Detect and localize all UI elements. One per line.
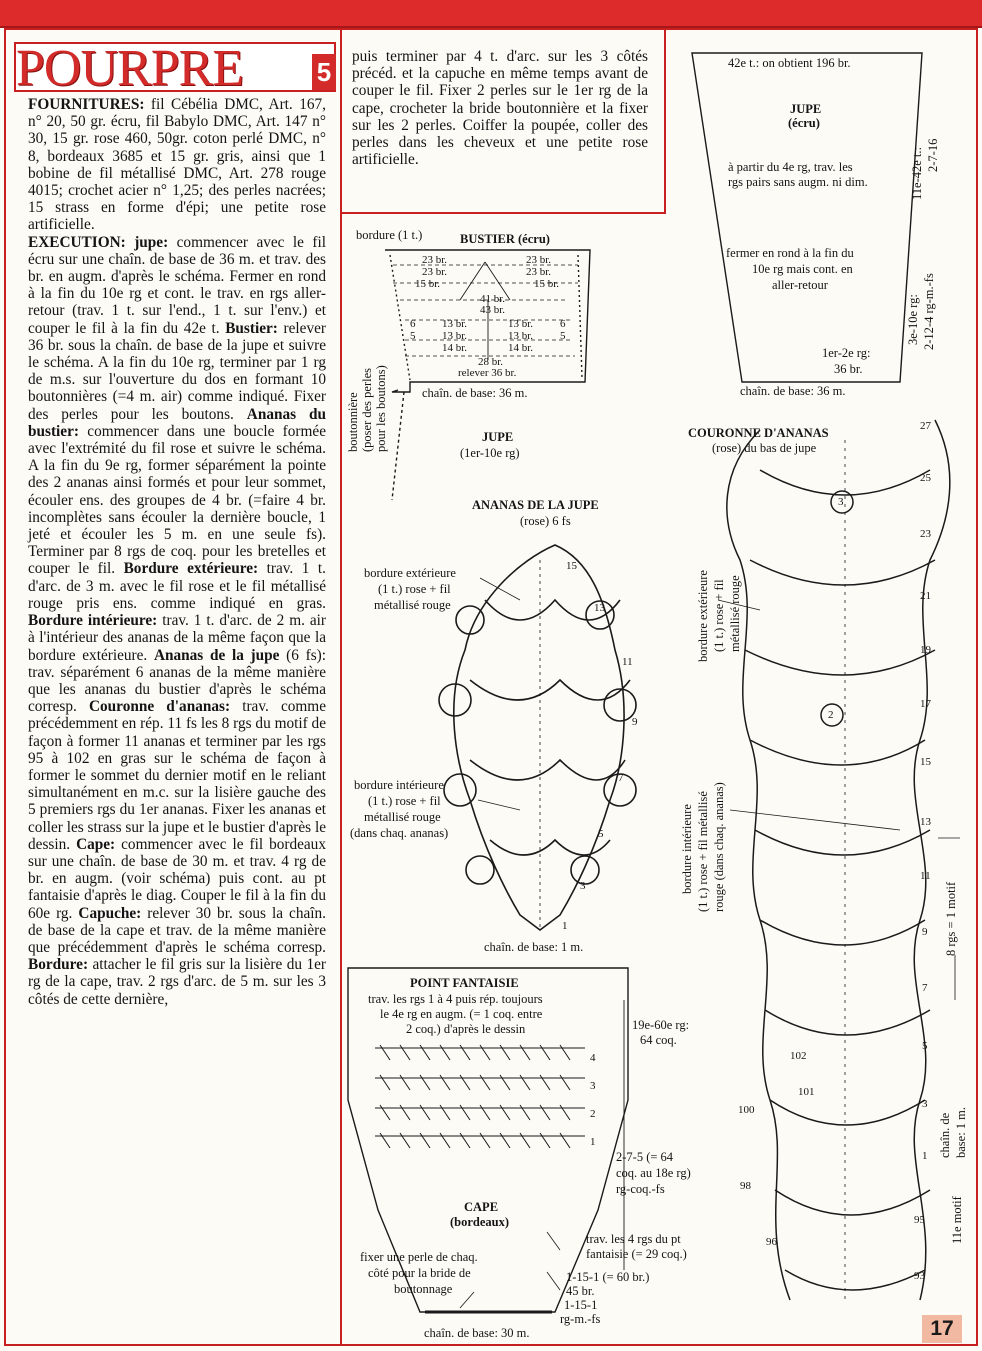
jupe-small-rows: (1er-10e rg) xyxy=(460,446,520,460)
couronne-row-102: 102 xyxy=(790,1050,807,1062)
bustier-edge-left xyxy=(390,255,410,380)
pattern-number-badge: 5 xyxy=(312,54,336,90)
ananas-int-2: (1 t.) rose + fil xyxy=(368,794,441,808)
bustier-43br: 43 br. xyxy=(480,304,506,316)
bustier-41br: 41 br. xyxy=(480,293,506,305)
text-fournitures: fil Cébélia DMC, Art. 167, n° 20, 50 gr. écru, fil Babylo DMC, Art. 147 n° 30, 15 gr. rose 460, 50gr. coton perlé DMC, n° 8, bordeaux 3685 et 15 gr. gris, ainsi que 1 bobine de fil métallisé DMC, Art. 278 rouge 4015; crochet acier n° 1,25; des perles nacrées; 15 strass en forme d'épi; une petite rose artificielle. xyxy=(28,96,326,234)
bustier-bordure-label: bordure (1 t.) xyxy=(356,228,423,242)
ananas-jupe-drawing xyxy=(439,545,636,930)
couronne-row-5: 5 xyxy=(922,1040,928,1052)
ananas-row-13: 13 xyxy=(594,602,605,614)
jupe-note-2: rgs pairs sans augm. ni dim. xyxy=(728,175,868,189)
ananas-subtitle: (rose) 6 fs xyxy=(520,514,571,528)
heading-execution: EXECUTION: jupe: xyxy=(28,233,169,251)
text-ananas-bustier: commencer dans une boucle formée avec l'extrémité du fil rose et suivre le schéma. A la fin du 9e rg, former séparément la pointe des 2 ananas ainsi formés et pour leur sommet, écouler ens. des groupes de 4 br. (=faire 4 br. incomplètes sans écouler la dernière boucle, 1 jeté et écouler les 5 m. en une seule fs). Terminer par 8 rgs de coq. pour les bretelles et couper le fil. xyxy=(28,422,326,578)
bustier-13br-right-2: 13 br. xyxy=(508,330,534,342)
heading-capuche: Capuche: xyxy=(78,904,142,922)
bustier-14br-left: 14 br. xyxy=(442,342,468,354)
jupe-chain-label: chaîn. de base: 36 m. xyxy=(740,384,846,398)
bustier-13br-right: 13 br. xyxy=(508,318,534,330)
jupe-36br: 36 br. xyxy=(834,362,863,376)
cape-4rgs-a: trav. les 4 rgs du pt xyxy=(586,1232,681,1246)
boutonniere-edge xyxy=(392,392,404,500)
text-cape: commencer avec le fil bordeaux sur une chaîn. de base de 30 m. et trav. 4 rg de br. en augm. (voir schéma) puis cont. au pt fantaisie d'après le diag. Couper le fil à la fin du 60e rg. xyxy=(28,835,326,922)
bustier-23br-left: 23 br. xyxy=(422,254,448,266)
ananas-int-4: (dans chaq. ananas) xyxy=(350,826,449,840)
text-ananas-jupe: (6 fs): trav. séparément 6 ananas de la même manière que les ananas du bustier d'après le schéma corresp. xyxy=(28,646,326,716)
jupe-side-4: 2-12-4 rg-m.-fs xyxy=(922,273,936,350)
couronne-row-93: 93 xyxy=(914,1270,925,1282)
perles-label-1: (poser des perles xyxy=(360,368,374,452)
couronne-row-19: 19 xyxy=(920,644,931,656)
heading-bordure-exterieure: Bordure extérieure: xyxy=(123,560,259,578)
couronne-row-23: 23 xyxy=(920,528,931,540)
page-title: POURPRE xyxy=(16,40,244,97)
bustier-edge-right xyxy=(578,255,582,378)
bustier-6-right: 6 xyxy=(560,318,566,330)
jupe-note-5: aller-retour xyxy=(772,278,828,292)
bustier-15br-right: 15 br. xyxy=(534,278,560,290)
bustier-13br-left: 13 br. xyxy=(442,318,468,330)
cape-45br: 45 br. xyxy=(566,1284,595,1298)
bustier-23br-right: 23 br. xyxy=(526,254,552,266)
heading-cape: Cape: xyxy=(76,835,116,853)
bustier-title: BUSTIER (écru) xyxy=(460,232,550,246)
cape-chain-label: chaîn. de base: 30 m. xyxy=(424,1326,530,1340)
couronne-row-95: 95 xyxy=(914,1214,925,1226)
text-couronne: trav. comme précédemment en rép. 11 fs les 8 rgs du motif de façon à former 11 ananas et terminer par les rgs 95 à 102 en gras sur le schéma de façon à former le sommet du dernier motif en le reliant simultanément en m.c. sur la lisière gauche des 5 premiers rgs du 1er ananas. Fixer les ananas et coller les strass sur la jupe et le bustier d'après le dessin. xyxy=(28,698,326,853)
cape-64coq: 64 coq. xyxy=(640,1033,677,1047)
bustier-6-left: 6 xyxy=(410,318,416,330)
cape-title: CAPE xyxy=(464,1200,499,1214)
couronne-row-96: 96 xyxy=(766,1236,777,1248)
cape-subtitle: (bordeaux) xyxy=(450,1215,510,1229)
couronne-row-1: 1 xyxy=(922,1150,928,1162)
cape-4rgs-b: fantaisie (= 29 coq.) xyxy=(586,1247,687,1261)
couronne-motif-8rgs: 8 rgs = 1 motif xyxy=(944,881,958,956)
heading-bustier: Bustier: xyxy=(225,319,278,337)
couronne-row-15: 15 xyxy=(920,756,931,768)
jupe-note-1: à partir du 4e rg, trav. les xyxy=(728,160,853,174)
jupe-side-2: 2-7-16 xyxy=(926,138,940,172)
bustier-15br-left: 15 br. xyxy=(415,278,441,290)
ananas-int-3: métallisé rouge xyxy=(364,810,441,824)
heading-bordure: Bordure: xyxy=(28,956,89,974)
bustier-5-left: 5 xyxy=(410,330,416,342)
jupe-top-label: 42e t.: on obtient 196 br. xyxy=(728,56,851,70)
ananas-ext-2: (1 t.) rose + fil xyxy=(378,582,451,596)
couronne-chain-2: base: 1 m. xyxy=(954,1106,968,1158)
couronne-ext-3: métallisé rouge xyxy=(728,575,742,652)
cape-275-c: rg-coq.-fs xyxy=(616,1182,665,1196)
couronne-drawing xyxy=(727,420,950,1300)
ananas-int-1: bordure intérieure xyxy=(354,778,444,792)
bustier-relever: relever 36 br. xyxy=(458,367,517,379)
jupe-subtitle: (écru) xyxy=(788,116,820,130)
heading-ananas-jupe: Ananas de la jupe xyxy=(153,646,280,664)
fantaisie-line-2: le 4e rg en augm. (= 1 coq. entre xyxy=(380,1007,543,1021)
cape-perle-3: boutonnage xyxy=(394,1282,453,1296)
bustier-5-right: 5 xyxy=(560,330,566,342)
ananas-row-3: 3 xyxy=(580,880,586,892)
couronne-row-21: 21 xyxy=(920,590,931,602)
couronne-int-2: (1 t.) rose + fil métallisé xyxy=(696,791,710,912)
bustier-13br-left-2: 13 br. xyxy=(442,330,468,342)
ananas-title: ANANAS DE LA JUPE xyxy=(472,498,599,512)
fantaisie-row-1: 1 xyxy=(590,1136,596,1148)
heading-bordure-interieure: Bordure intérieure: xyxy=(28,612,158,630)
ananas-row-5: 5 xyxy=(598,828,604,840)
ananas-ext-1: bordure extérieure xyxy=(364,566,456,580)
couronne-row-27: 27 xyxy=(920,420,931,432)
couronne-subtitle: (rose) du bas de jupe xyxy=(712,441,817,455)
couronne-ext-1: bordure extérieure xyxy=(696,570,710,662)
cape-perle-1: fixer une perle de chaq. xyxy=(360,1250,478,1264)
couronne-row-9: 9 xyxy=(922,926,928,938)
text-bordure: attacher le fil gris sur la lisière du 1er rg de la cape, trav. 2 rgs d'arc. de 5 m. sur les 3 côtés de cette dernière, xyxy=(28,956,326,1008)
ananas-row-15: 15 xyxy=(566,560,577,572)
text-bustier: relever 36 br. sous la chaîn. de base de la jupe et suivre le schéma. A la fin du 10e rg, terminer par 1 rg de m.s. sur l'ouverture du dos en formant 10 boutonnières (=4 m. air) comme indiqué. Fixer des perles pour les boutons. xyxy=(28,319,326,423)
bustier-14br-right: 14 br. xyxy=(508,342,534,354)
ananas-row-1: 1 xyxy=(562,920,568,932)
couronne-row-3: 3 xyxy=(922,1098,928,1110)
point-fantaisie-drawing xyxy=(375,1045,585,1148)
couronne-int-1: bordure intérieure xyxy=(680,804,694,894)
heading-fournitures: FOURNITURES: xyxy=(28,96,145,113)
ananas-row-7: 7 xyxy=(618,772,624,784)
perles-label-2: pour les boutons) xyxy=(374,365,388,452)
couronne-row-13: 13 xyxy=(920,816,931,828)
couronne-row-98: 98 xyxy=(740,1180,751,1192)
bustier-23br-left-2: 23 br. xyxy=(422,266,448,278)
couronne-row-100: 100 xyxy=(738,1104,755,1116)
couronne-row-101: 101 xyxy=(798,1086,815,1098)
couronne-circle-2: 2 xyxy=(828,709,834,721)
text-jupe: commencer avec le fil écru sur une chaîn. de base de 36 m. et trav. des br. en augm. d'après le schéma. Fermer en rond à la fin du 10e rg et cont. le trav. en rgs aller-retour (trav. 1 t. sur l'end., 1 t. sur l'env.) et couper le fil à la fin du 42e t. xyxy=(28,233,326,337)
fantaisie-title: POINT FANTAISIE xyxy=(410,976,519,990)
cape-rg-m-fs: rg-m.-fs xyxy=(560,1312,601,1326)
cape-275-a: 2-7-5 (= 64 xyxy=(616,1150,674,1164)
bustier-28br: 28 br. xyxy=(478,356,504,368)
text-capuche: relever 30 br. sous la chaîn. de base de la cape et trav. de la même manière que précédemment d'après le schéma corresp. xyxy=(28,904,326,956)
text-continued: puis terminer par 4 t. d'arc. sur les 3 côtés précéd. et la capuche en même temps avant de couper le fil. Fixer 2 perles sur le 1er rg de la cape, crocheter la bride boutonnière et la fixer sur les 2 perles. Coiffer la poupée, coller des perles dans les cheveux et une petite rose artificielle. xyxy=(352,48,648,169)
couronne-chain-1: chaîn. de xyxy=(938,1112,952,1158)
jupe-small-title: JUPE xyxy=(482,430,514,444)
fantaisie-row-4: 4 xyxy=(590,1052,596,1064)
couronne-row-7: 7 xyxy=(922,982,928,994)
couronne-title: COURONNE D'ANANAS xyxy=(688,426,829,440)
page-number: 17 xyxy=(922,1315,962,1343)
cape-1-15-1-b: 1-15-1 xyxy=(564,1298,598,1312)
jupe-side-3: 3e-10e rg: xyxy=(906,294,920,345)
couronne-circle-3: 3 xyxy=(838,496,844,508)
fantaisie-row-2: 2 xyxy=(590,1108,596,1120)
couronne-row-11: 11 xyxy=(920,870,931,882)
cape-1-15-1-a: 1-15-1 (= 60 br.) xyxy=(566,1270,650,1284)
heading-couronne: Couronne d'ananas: xyxy=(88,698,231,716)
fantaisie-row-3: 3 xyxy=(590,1080,596,1092)
ananas-chain-label: chaîn. de base: 1 m. xyxy=(484,940,584,954)
jupe-note-3: fermer en rond à la fin du xyxy=(726,246,854,260)
jupe-note-4: 10e rg mais cont. en xyxy=(752,262,853,276)
jupe-row-1-2: 1er-2e rg: xyxy=(822,346,871,360)
couronne-ext-2: (1 t.) rose + fil xyxy=(712,579,726,652)
heading-ananas-bustier: Ananas du bustier: xyxy=(28,405,326,440)
boutonniere-label: boutonnière xyxy=(346,392,360,452)
fantaisie-line-3: 2 coq.) d'après le dessin xyxy=(406,1022,526,1036)
ananas-row-11: 11 xyxy=(622,656,633,668)
jupe-side-1: 11e-42e t.: xyxy=(910,147,924,200)
cape-275-b: coq. au 18e rg) xyxy=(616,1166,691,1180)
ananas-row-9: 9 xyxy=(632,716,638,728)
couronne-row-17: 17 xyxy=(920,698,931,710)
bustier-23br-right-2: 23 br. xyxy=(526,266,552,278)
cape-perle-2: côté pour la bride de xyxy=(368,1266,471,1280)
couronne-int-3: rouge (dans chaq. ananas) xyxy=(712,782,726,912)
couronne-11e-motif: 11e motif xyxy=(950,1196,964,1244)
jupe-title: JUPE xyxy=(790,102,822,116)
cape-row-19-60: 19e-60e rg: xyxy=(632,1018,690,1032)
ananas-ext-3: métallisé rouge xyxy=(374,598,451,612)
bustier-chain-label: chaîn. de base: 36 m. xyxy=(422,386,528,400)
fantaisie-line-1: trav. les rgs 1 à 4 puis rép. toujours xyxy=(368,992,543,1006)
text-bordure-interieure: trav. 1 t. d'arc. de 2 m. air à l'intérieur des ananas de la même façon que la bordure extérieure. xyxy=(28,612,326,664)
text-bordure-exterieure: trav. 1 t. d'arc. de 3 m. avec le fil rose et le fil métallisé rouge pris ens. comme indiqué en gras. xyxy=(28,560,326,612)
couronne-row-25: 25 xyxy=(920,472,931,484)
